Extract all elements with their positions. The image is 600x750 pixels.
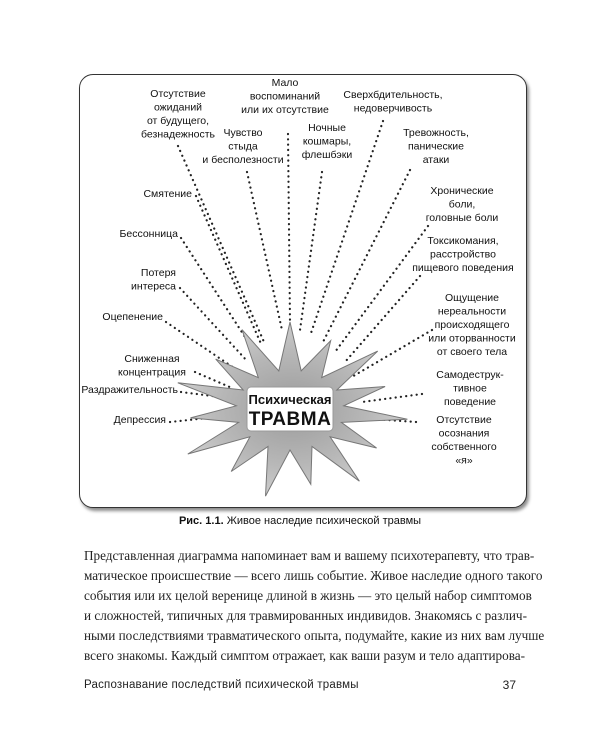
dotted-ray-samodestruktivnoe: [362, 394, 422, 402]
dotted-ray-oshchushchenie-nerealnosti: [350, 330, 432, 378]
symptom-label-line: поведение: [443, 396, 497, 408]
body-line: события или их целой веренице длиной в жизнь — это целый набор симптомов: [84, 588, 532, 603]
symptom-label-line: безнадежность: [141, 128, 215, 141]
symptom-label-snizhennaya-kontsentratsiya: [118, 353, 186, 379]
symptom-label-line: Потеря: [140, 267, 176, 279]
symptom-label-line: концентрация: [118, 366, 186, 379]
symptom-label-line: воспоминаний: [249, 90, 321, 103]
symptom-label-smyatenie: [143, 188, 192, 200]
center-label-line1: Психическая: [248, 392, 332, 407]
symptom-label-bessonnitsa: [119, 228, 178, 240]
symptom-label-line: Отсутствие: [436, 414, 492, 426]
symptom-label-line: Сниженная: [124, 353, 180, 365]
symptom-label-nochnye-koshmary: [302, 122, 353, 161]
symptom-label-oshchushchenie-nerealnosti: [428, 292, 516, 358]
symptom-label-line: осознания: [438, 427, 490, 440]
symptom-label-otsepenenie: [102, 311, 163, 323]
symptom-label-line: Оцепенение: [102, 311, 163, 323]
symptom-label-line: Тревожность,: [403, 127, 469, 139]
symptom-label-line: флешбэки: [301, 149, 353, 161]
dotted-ray-chuvstvo-styda: [247, 172, 282, 330]
dotted-ray-malo-vospominaniy: [288, 134, 290, 322]
symptom-label-line: панические: [407, 140, 465, 153]
body-line: ными последствиями травматического опыта, подумайте, какие из них вам лучше: [84, 628, 545, 643]
symptom-label-line: и бесполезности: [202, 154, 284, 166]
page-number: 37: [502, 678, 516, 692]
symptom-label-toksikomaniya: [412, 235, 513, 274]
symptom-label-line: Ощущение: [444, 292, 500, 304]
body-line: Представленная диаграмма напоминает вам и вашему психотерапевту, что трав-: [84, 548, 535, 563]
symptom-label-line: Отсутствие: [150, 88, 206, 100]
symptom-label-line: Бессонница: [119, 228, 178, 240]
running-footer-title: Распознавание последствий психической травмы: [84, 679, 359, 691]
symptom-label-samodestruktivnoe: [436, 369, 504, 408]
symptom-label-line: головные боли: [425, 212, 499, 224]
caption-text: Живое наследие психической травмы: [223, 515, 422, 527]
body-paragraph: [84, 546, 545, 666]
symptom-label-sverkhbditelnost: [343, 89, 442, 115]
symptom-label-poterya-interesa: [131, 267, 176, 293]
symptom-label-line: тивное: [453, 382, 487, 395]
symptom-label-line: Хронические: [430, 185, 494, 197]
symptom-label-malo-vospominaniy: [241, 77, 329, 116]
symptom-label-razdrazhitelnost: [81, 384, 178, 396]
symptom-label-line: Раздражительность: [81, 384, 178, 396]
symptom-label-depressiya: [114, 414, 166, 426]
symptom-label-line: «я»: [455, 454, 473, 467]
symptom-label-line: боли,: [448, 198, 476, 211]
symptom-label-line: атаки: [422, 154, 450, 166]
dotted-ray-poterya-interesa: [180, 288, 248, 362]
symptom-label-line: Сверхбдительность,: [343, 89, 443, 101]
symptom-label-khronicheskie-boli: [426, 185, 499, 224]
symptom-label-line: пищевого поведения: [412, 262, 514, 274]
symptom-label-line: Депрессия: [113, 414, 166, 426]
symptom-label-line: Ночные: [308, 122, 346, 134]
symptom-label-line: недоверчивость: [353, 102, 433, 115]
symptom-label-line: ожиданий: [153, 101, 203, 114]
symptom-label-otsutstvie-osoznaniya: [431, 414, 496, 467]
center-label-line2: ТРАВМА: [248, 409, 332, 430]
dotted-ray-smyatenie: [196, 196, 262, 346]
symptom-label-trevozhnost: [403, 127, 469, 166]
symptom-label-line: Мало: [271, 77, 299, 89]
symptom-label-line: Токсикомания,: [427, 235, 499, 247]
symptom-label-line: Чувство: [223, 127, 263, 139]
dotted-ray-khronicheskie-boli: [335, 226, 428, 352]
symptom-label-otsutstvie-ozhidaniy: [141, 88, 216, 141]
body-line: матическое происшествие — всего лишь событие. Живое наследие одного такого: [84, 568, 543, 583]
body-line: и сложностей, типичных для травмированных индивидов. Знакомясь с различ-: [84, 608, 527, 623]
dotted-ray-nochnye-koshmary: [300, 172, 322, 330]
symptom-label-line: стыда: [228, 140, 258, 153]
symptom-label-line: или их отсутствие: [241, 104, 329, 116]
symptom-label-line: или оторванности: [428, 332, 516, 345]
symptom-label-line: Самодеструк-: [436, 369, 504, 381]
symptom-label-line: Смятение: [143, 188, 192, 200]
dotted-ray-toksikomaniya: [345, 276, 420, 362]
symptom-label-line: происходящего: [434, 319, 510, 331]
symptom-label-line: расстройство: [430, 248, 496, 261]
symptom-label-line: от своего тела: [436, 346, 508, 358]
dotted-ray-otsutstvie-ozhidaniy: [178, 146, 264, 342]
body-line: всего знакомы. Каждый симптом отражает, как ваши разум и тело адаптирова-: [84, 648, 526, 663]
caption-prefix: Рис. 1.1.: [178, 515, 224, 527]
symptom-label-line: от будущего,: [146, 115, 210, 127]
dotted-ray-trevozhnost: [322, 170, 410, 344]
symptom-label-line: нереальности: [437, 305, 507, 318]
figure-caption: [0, 515, 600, 527]
symptom-label-line: кошмары,: [302, 135, 352, 148]
symptom-label-line: собственного: [431, 441, 497, 453]
symptom-label-line: интереса: [131, 280, 176, 293]
